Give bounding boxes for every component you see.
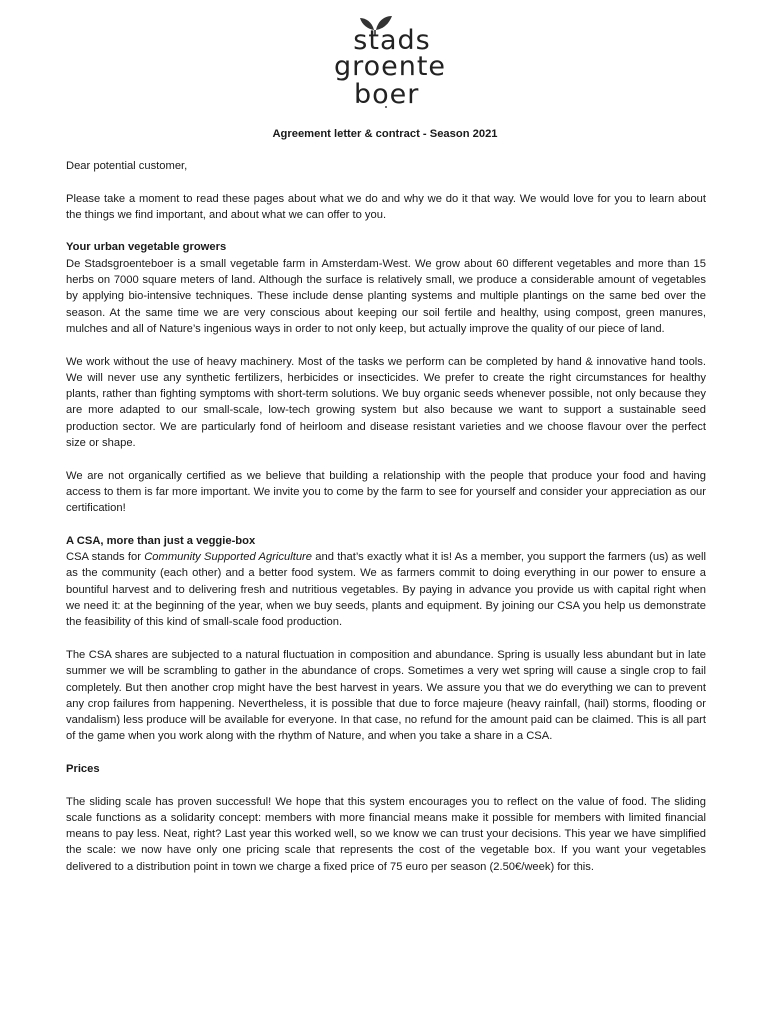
csa-p1-emphasis: Community Supported Agriculture [144, 551, 312, 564]
csa-paragraph-2: The CSA shares are subjected to a natural fluctuation in composition and abundance. Spring is usually less abundant but in late summer we will be scrambling to gather in the abundance of crops. Sometimes a very wet spring will cause a single crop to fail completely. But then another crop might have the best harvest in years. We assure you that we do everything we can to prevent any crop failures from happening. Nevertheless, it is possible that due to force majeure (heavy rainfall, (hail) storms, flooding or vandalism) less produce will be available for everyone. In that case, no refund for the amount paid can be claimed. This is all part of the game when you work along with the rhythm of Nature, and when you take a share in a CSA. [66, 648, 706, 743]
growers-paragraph-1: De Stadsgroenteboer is a small vegetable farm in Amsterdam-West. We grow about 60 different vegetables and more than 15 herbs on 7000 square meters of land. Although the surface is relatively small, we produce a considerable amount of vegetables by applying bio-intensive techniques. These include dense planting systems and multiple plantings on the same bed over the season. At the same time we are very conscious about keeping our soil fertile and healthy, using compost, green manures, mulches and all of Nature’s ingenious ways in order to not only keep, but actually improve the quality of our piece of land. [66, 257, 706, 335]
section-heading-csa: A CSA, more than just a veggie-box [66, 534, 256, 547]
document-title: Agreement letter & contract - Season 2021 [272, 128, 498, 140]
logo-line-boer: boer [354, 79, 420, 110]
growers-paragraph-3: We are not organically certified as we believe that building a relationship with the people that produce your food and having access to them is far more important. We invite you to come by the farm to see for yourself and consider your appreciation as our certification! [66, 469, 706, 515]
stadsgroenteboer-logo [322, 12, 450, 108]
prices-paragraph-1: The sliding scale has proven successful! We hope that this system encourages you to reflect on the value of food. The sliding scale functions as a solidarity concept: members with more financial means make it possible for members with limited financial means to pay less. Neat, right? Last year this worked well, so we know we can trust your decisions. This year we have simplified the scale: we now have only one pricing scale that represents the cost of the vegetable box. If you want your vegetables delivered to a distribution point in town we charge a fixed price of 75 euro per season (2.50€/week) for this. [66, 795, 706, 873]
csa-paragraph-1 [66, 549, 706, 630]
growers-paragraph-2: We work without the use of heavy machinery. Most of the tasks we perform can be completed by hand & innovative hand tools. We will never use any synthetic fertilizers, herbicides or insecticides. We prefer to create the right circumstances for healthy plants, rather than fighting symptoms with short-term solutions. We buy organic seeds whenever possible, not only because they are more adapted to our small-scale, low-tech growing system but also because we want to support a sustainable seed production sector. We are particularly fond of heirloom and disease resistant varieties and we choose flavour over the perfect size or shape. [66, 355, 706, 450]
section-heading-growers: Your urban vegetable growers [66, 241, 227, 254]
csa-p1-start: CSA stands for [66, 551, 145, 564]
letter-body [66, 158, 706, 891]
section-heading-prices: Prices [66, 762, 100, 775]
logo-line-groente: groente [333, 51, 447, 82]
greeting: Dear potential customer, [66, 160, 188, 172]
logo-line-stads: stads [353, 25, 431, 56]
intro-paragraph: Please take a moment to read these pages about what we do and why we do it that way. We would love for you to learn about the things we find important, and about what we can offer to you. [66, 192, 706, 221]
csa-p1-rest: and that’s exactly what it is! As a member, you support the farmers (us) as well as the community (each other) and a better food system. We as farmers commit to doing everything in our power to ensure a bountiful harvest and to delivering fresh and nutritious vegetables. By paying in advance you provide us with capital right when we need it: at the beginning of the year, when we buy seeds, plants and equipment. By joining our CSA you help us demonstrate the feasibility of this kind of small-scale food production. [66, 551, 706, 629]
